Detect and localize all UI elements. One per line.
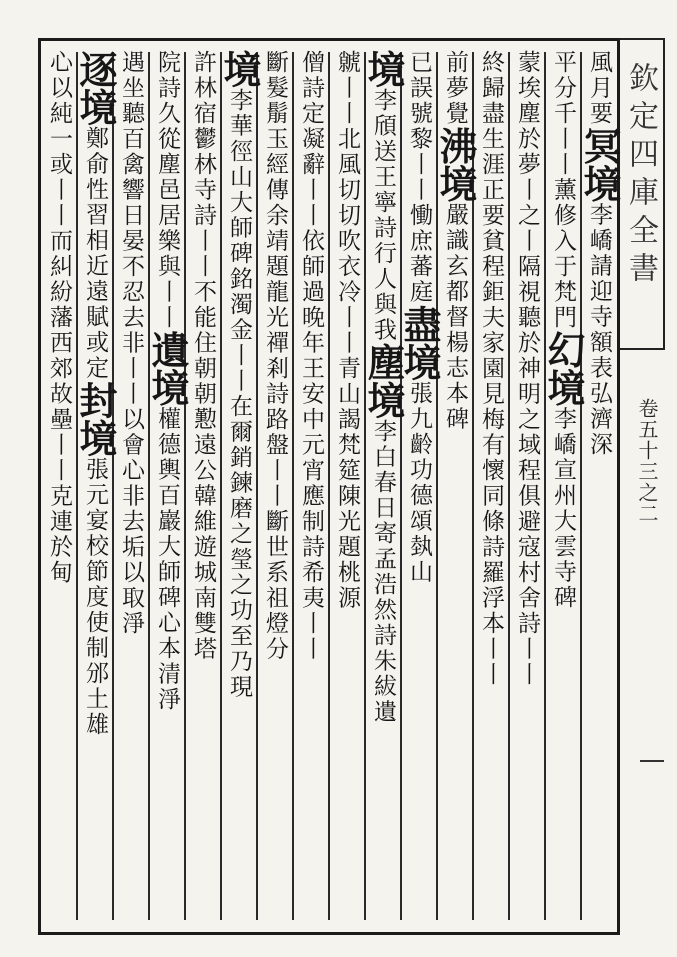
entry-term: 盡境 [397,305,442,381]
entry-term: 逐境 [73,50,118,126]
column-text: 藩西郊故壘丨丨克連於甸 [46,305,72,586]
column-text: 心以純一或丨丨而糾紛 [46,50,72,305]
column-text: 非丨丨以會心非去垢以取淨 [118,330,144,637]
entry-term: 封境 [73,381,118,457]
column-text: 斷髮鬅玉經傳余靖題龍光禪剎詩路盤丨丨斷世系祖燈分 [262,50,288,662]
entry-term: 幻境 [541,330,586,407]
text-column [36,50,82,922]
column-text: 鄭俞性習相近遠賦或定 [82,126,108,381]
volume-label: 卷五十三之二 [635,398,659,524]
column-text: 僧詩定凝辭丨丨依師過晚年王安中元宵應制詩希夷丨丨 [298,50,324,662]
column-text: 已誤 [406,50,432,101]
column-text: 號黎丨丨慟庶蕃庭 [406,101,432,305]
entry-term: 遺境 [145,330,190,407]
entry-term: 境 [361,50,406,88]
column-text: 虩丨丨北風切切吹衣冷 [334,50,360,305]
entry-term: 冥境 [577,126,622,203]
column-text: 風月要 [586,50,612,127]
column-text: 終歸盡生涯正要貧程鉅夫家園見梅有懷同條詩羅浮本丨丨 [478,50,504,688]
column-text: 平分 [550,50,576,101]
column-text: 前夢覺 [442,50,468,127]
margin-mark [640,760,664,762]
entry-term: 塵境 [361,343,406,419]
column-text: 丨丨青山謁梵筵陳光題桃源 [334,305,360,611]
column-text: 張九齡功德頌埶山 [406,381,432,585]
column-text: 李白春日寄孟浩然詩朱紱遺 [370,419,396,725]
column-text: 許林宿鬱林寺詩丨丨不能住朝朝懃遠公韓維遊城南雙塔 [190,50,216,662]
entry-term: 境 [217,50,262,88]
column-text: 蒙埃塵於夢丨之丨隔視聽於神明之域程俱避寇村舍詩丨丨 [514,50,540,688]
column-text: 院詩久從塵邑居樂與丨丨 [154,50,180,331]
column-text: 權德輿百巖大師碑心本清淨 [154,406,180,713]
column-text: 李嶠宣州大雲寺碑 [550,406,576,611]
column-text: 李嶠請迎寺額表弘濟深 [586,202,612,458]
entry-term: 沸境 [433,126,478,203]
column-text: 千丨丨薰修入于梵門 [550,101,576,331]
column-text: 張元宴校節度使制邠土雄 [82,457,108,738]
column-text: 李華徑山大師碑銘濁金丨丨在爾銷鍊磨之瑩之功至乃現 [226,88,252,700]
header-title: 欽定四庫全書 [623,62,658,290]
column-text: 嚴識玄都督楊志本碑 [442,202,468,432]
column-text: 遇坐聽百禽響日晏不忍去 [118,50,144,331]
column-text: 李頎送王寧詩行人與我 [370,88,396,343]
